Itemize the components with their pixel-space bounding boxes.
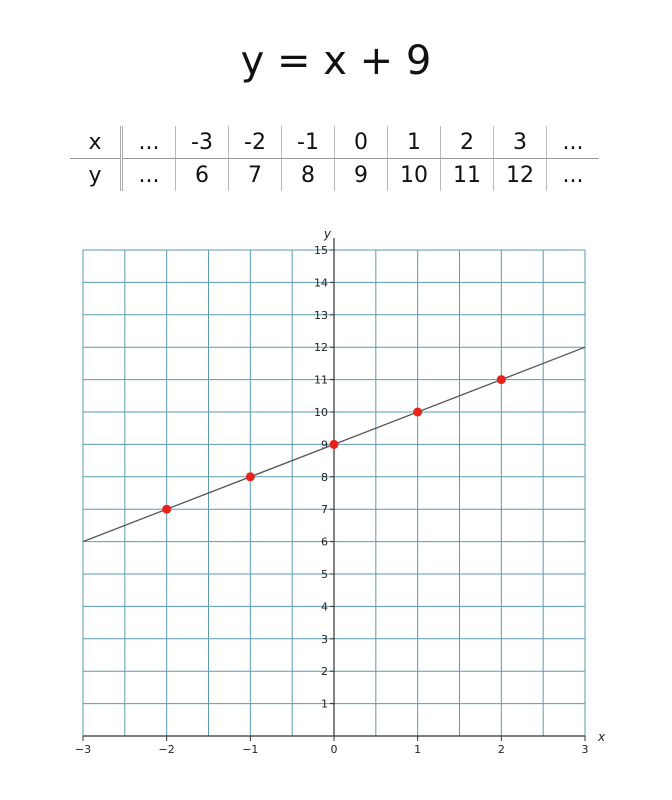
y-tick-label: 5 [321,568,328,581]
x-tick-label: 0 [330,743,338,756]
y-tick-label: 2 [321,665,328,679]
table-y-cell: 10 [388,159,441,192]
data-point [330,440,339,449]
table-y-cell: 6 [176,159,229,192]
y-tick-label: 6 [321,535,328,549]
y-tick-label: 3 [321,632,328,646]
y-tick-label: 9 [321,438,328,452]
x-tick-label: −1 [242,743,259,756]
x-tick-label: −3 [74,743,92,756]
table-x-cell: -2 [229,126,282,159]
table-y-cell: ... [547,159,600,192]
table-x-cell: 0 [335,126,388,159]
x-tick-label: 2 [497,743,505,756]
data-point [413,408,422,417]
data-point [246,472,255,481]
table-x-cell: -3 [176,126,229,159]
x-tick-label: 3 [581,743,589,756]
x-axis-label: x [598,730,606,744]
data-point [497,375,506,384]
y-tick-label: 7 [321,503,328,517]
table-y-cell: 8 [282,159,335,192]
y-tick-label: 14 [314,276,328,290]
data-point [162,505,171,514]
y-tick-label: 1 [321,697,328,711]
y-tick-label: 15 [314,244,328,257]
table-y-cell: 11 [441,159,494,192]
table-y-cell: 12 [494,159,547,192]
x-tick-label: −2 [158,743,175,756]
y-axis-label: y [323,227,331,241]
table-y-cell: 7 [229,159,282,192]
table-x-cell: -1 [282,126,335,159]
x-tick-label: 1 [414,743,422,756]
y-tick-label: 12 [314,341,328,355]
y-tick-label: 11 [314,373,328,387]
table-x-label: x [70,126,122,159]
table-x-cell: ... [122,126,176,159]
table-y-cell: ... [122,159,176,192]
table-x-cell: 1 [388,126,441,159]
table-x-cell: 2 [441,126,494,159]
y-tick-label: 13 [314,308,328,322]
table-x-cell: 3 [494,126,547,159]
y-tick-label: 10 [314,406,328,419]
table-y-cell: 9 [335,159,388,192]
chart-title: y = x + 9 [240,38,432,84]
table-x-cell: ... [547,126,600,159]
table-y-label: y [88,162,102,188]
y-tick-label: 8 [321,470,328,484]
y-tick-label: 4 [321,600,328,614]
